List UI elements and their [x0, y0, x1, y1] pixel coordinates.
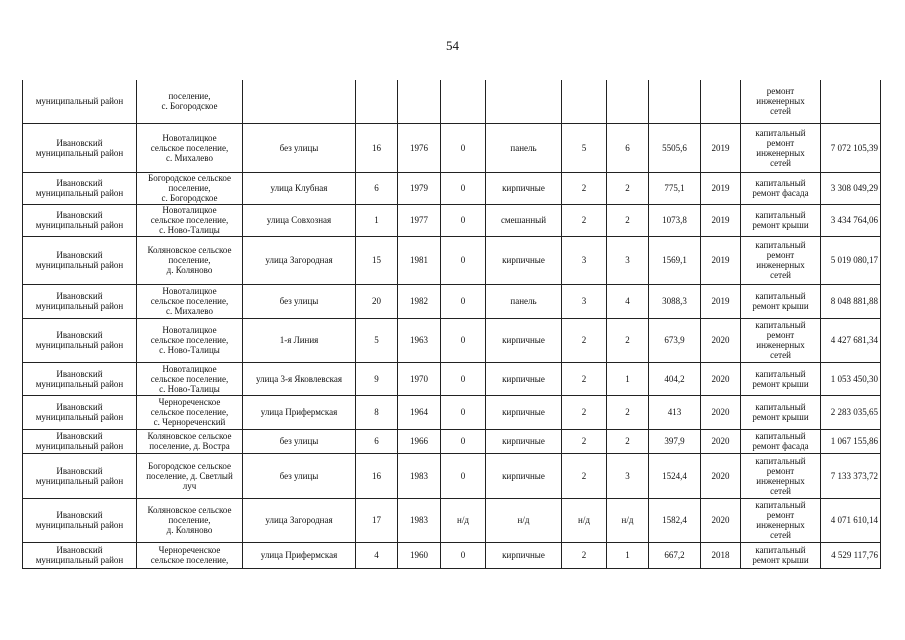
table-row: [23, 362, 881, 395]
table-row: [23, 172, 881, 204]
cell-wall-material: кирпичные: [486, 429, 562, 453]
cell-col-zero: 0: [441, 542, 486, 568]
cell-floors: 3: [562, 284, 607, 318]
cell-house-number: 6: [356, 172, 398, 204]
cell-area: 1582,4: [649, 498, 701, 542]
cell-street: без улицы: [243, 123, 356, 172]
cell-house-number: 17: [356, 498, 398, 542]
cell-area: 673,9: [649, 318, 701, 362]
cell-entrances: 2: [607, 318, 649, 362]
cell-area: 775,1: [649, 172, 701, 204]
cell-house-number: 5: [356, 318, 398, 362]
cell-col-zero: 0: [441, 395, 486, 429]
cell-area: 1569,1: [649, 236, 701, 284]
cell-build-year: 1981: [398, 236, 441, 284]
table-row: [23, 395, 881, 429]
cell-floors: 2: [562, 362, 607, 395]
cell-work-type: капитальный ремонт крыши: [741, 284, 821, 318]
cell-entrances: 1: [607, 542, 649, 568]
table-row: [23, 236, 881, 284]
cell-street: без улицы: [243, 284, 356, 318]
cell-col-zero: 0: [441, 318, 486, 362]
cell-street: улица 3-я Яковлевская: [243, 362, 356, 395]
table-row: [23, 284, 881, 318]
cell-district: Ивановский муниципальный район: [23, 498, 137, 542]
table-row: [23, 498, 881, 542]
cell-cost: 4 529 117,76: [821, 542, 881, 568]
cell-street: улица Прифермская: [243, 542, 356, 568]
cell-entrances: 2: [607, 395, 649, 429]
cell-house-number: 20: [356, 284, 398, 318]
table-row: [23, 453, 881, 498]
cell-col-zero: 0: [441, 429, 486, 453]
cell-entrances: н/д: [607, 498, 649, 542]
cell-district: Ивановский муниципальный район: [23, 318, 137, 362]
table-row: [23, 204, 881, 236]
cell-col-zero: 0: [441, 123, 486, 172]
cell-build-year: [398, 80, 441, 123]
cell-house-number: 1: [356, 204, 398, 236]
cell-floors: [562, 80, 607, 123]
cell-house-number: 9: [356, 362, 398, 395]
cell-floors: 2: [562, 318, 607, 362]
cell-street: 1-я Линия: [243, 318, 356, 362]
cell-repair-year: 2019: [701, 204, 741, 236]
cell-repair-year: 2018: [701, 542, 741, 568]
cell-settlement: Коляновское сельское поселение, д. Востра: [137, 429, 243, 453]
cell-work-type: ремонт инженерных сетей: [741, 80, 821, 123]
table-row: [23, 318, 881, 362]
cell-entrances: 2: [607, 429, 649, 453]
cell-district: муниципальный район: [23, 80, 137, 123]
cell-settlement: Коляновское сельское поселение, д. Коляново: [137, 236, 243, 284]
cell-cost: 2 283 035,65: [821, 395, 881, 429]
cell-wall-material: кирпичные: [486, 172, 562, 204]
cell-col-zero: 0: [441, 453, 486, 498]
cell-settlement: Новоталицкое сельское поселение, с. Михалево: [137, 123, 243, 172]
cell-street: улица Совхозная: [243, 204, 356, 236]
cell-floors: 2: [562, 172, 607, 204]
cell-wall-material: кирпичные: [486, 395, 562, 429]
cell-wall-material: н/д: [486, 498, 562, 542]
cell-wall-material: панель: [486, 284, 562, 318]
cell-floors: 2: [562, 453, 607, 498]
cell-repair-year: 2019: [701, 123, 741, 172]
cell-district: Ивановский муниципальный район: [23, 542, 137, 568]
cell-floors: 2: [562, 429, 607, 453]
cell-wall-material: кирпичные: [486, 453, 562, 498]
cell-entrances: 6: [607, 123, 649, 172]
cell-cost: 5 019 080,17: [821, 236, 881, 284]
cell-col-zero: н/д: [441, 498, 486, 542]
cell-area: 5505,6: [649, 123, 701, 172]
cell-area: 1073,8: [649, 204, 701, 236]
cell-repair-year: [701, 80, 741, 123]
cell-entrances: 2: [607, 172, 649, 204]
cell-entrances: 3: [607, 453, 649, 498]
cell-wall-material: кирпичные: [486, 236, 562, 284]
cell-repair-year: 2020: [701, 429, 741, 453]
cell-work-type: капитальный ремонт инженерных сетей: [741, 498, 821, 542]
cell-build-year: 1963: [398, 318, 441, 362]
cell-cost: [821, 80, 881, 123]
cell-repair-year: 2019: [701, 236, 741, 284]
cell-work-type: капитальный ремонт крыши: [741, 395, 821, 429]
cell-cost: 3 308 049,29: [821, 172, 881, 204]
cell-repair-year: 2019: [701, 284, 741, 318]
cell-repair-year: 2020: [701, 453, 741, 498]
cell-house-number: 6: [356, 429, 398, 453]
cell-entrances: 2: [607, 204, 649, 236]
table-row: [23, 123, 881, 172]
page-number: 54: [446, 38, 459, 53]
cell-floors: 3: [562, 236, 607, 284]
cell-house-number: [356, 80, 398, 123]
cell-district: Ивановский муниципальный район: [23, 362, 137, 395]
cell-col-zero: 0: [441, 236, 486, 284]
cell-street: без улицы: [243, 429, 356, 453]
cell-build-year: 1983: [398, 453, 441, 498]
cell-col-zero: 0: [441, 204, 486, 236]
cell-settlement: поселение, с. Богородское: [137, 80, 243, 123]
cell-settlement: Чернореченское сельское поселение, с. Чернореченский: [137, 395, 243, 429]
cell-repair-year: 2020: [701, 498, 741, 542]
cell-work-type: капитальный ремонт крыши: [741, 204, 821, 236]
cell-build-year: 1976: [398, 123, 441, 172]
cell-district: Ивановский муниципальный район: [23, 429, 137, 453]
cell-work-type: капитальный ремонт инженерных сетей: [741, 236, 821, 284]
cell-area: 1524,4: [649, 453, 701, 498]
cell-district: Ивановский муниципальный район: [23, 395, 137, 429]
cell-area: 397,9: [649, 429, 701, 453]
cell-settlement: Новоталицкое сельское поселение, с. Ново-Талицы: [137, 318, 243, 362]
cell-col-zero: 0: [441, 172, 486, 204]
cell-district: Ивановский муниципальный район: [23, 284, 137, 318]
cell-street: улица Клубная: [243, 172, 356, 204]
cell-repair-year: 2019: [701, 172, 741, 204]
cell-floors: 2: [562, 204, 607, 236]
cell-repair-year: 2020: [701, 362, 741, 395]
cell-work-type: капитальный ремонт инженерных сетей: [741, 123, 821, 172]
cell-work-type: капитальный ремонт крыши: [741, 362, 821, 395]
cell-cost: 1 053 450,30: [821, 362, 881, 395]
cell-area: [649, 80, 701, 123]
cell-repair-year: 2020: [701, 318, 741, 362]
cell-build-year: 1983: [398, 498, 441, 542]
cell-settlement: Новоталицкое сельское поселение, с. Михалево: [137, 284, 243, 318]
cell-build-year: 1982: [398, 284, 441, 318]
cell-col-zero: 0: [441, 362, 486, 395]
cell-entrances: 3: [607, 236, 649, 284]
cell-street: [243, 80, 356, 123]
cell-house-number: 16: [356, 123, 398, 172]
cell-area: 404,2: [649, 362, 701, 395]
cell-wall-material: кирпичные: [486, 318, 562, 362]
cell-floors: 2: [562, 542, 607, 568]
cell-build-year: 1979: [398, 172, 441, 204]
cell-settlement: Богородское сельское поселение, д. Светлый луч: [137, 453, 243, 498]
cell-settlement: Новоталицкое сельское поселение, с. Ново-Талицы: [137, 362, 243, 395]
cell-entrances: [607, 80, 649, 123]
cell-floors: н/д: [562, 498, 607, 542]
table-row: [23, 542, 881, 568]
cell-house-number: 16: [356, 453, 398, 498]
cell-entrances: 4: [607, 284, 649, 318]
cell-cost: 4 071 610,14: [821, 498, 881, 542]
cell-floors: 2: [562, 395, 607, 429]
cell-cost: 1 067 155,86: [821, 429, 881, 453]
cell-district: Ивановский муниципальный район: [23, 172, 137, 204]
cell-build-year: 1977: [398, 204, 441, 236]
cell-house-number: 8: [356, 395, 398, 429]
cell-district: Ивановский муниципальный район: [23, 453, 137, 498]
cell-floors: 5: [562, 123, 607, 172]
cell-build-year: 1960: [398, 542, 441, 568]
cell-col-zero: [441, 80, 486, 123]
cell-repair-year: 2020: [701, 395, 741, 429]
cell-settlement: Богородское сельское поселение, с. Богородское: [137, 172, 243, 204]
cell-cost: 8 048 881,88: [821, 284, 881, 318]
cell-work-type: капитальный ремонт фасада: [741, 429, 821, 453]
cell-street: улица Прифермская: [243, 395, 356, 429]
cell-wall-material: панель: [486, 123, 562, 172]
cell-district: Ивановский муниципальный район: [23, 204, 137, 236]
cell-entrances: 1: [607, 362, 649, 395]
cell-street: улица Загородная: [243, 236, 356, 284]
cell-work-type: капитальный ремонт инженерных сетей: [741, 318, 821, 362]
cell-build-year: 1966: [398, 429, 441, 453]
housing-repair-table: [22, 80, 881, 569]
cell-house-number: 4: [356, 542, 398, 568]
cell-work-type: капитальный ремонт фасада: [741, 172, 821, 204]
cell-cost: 7 133 373,72: [821, 453, 881, 498]
cell-work-type: капитальный ремонт крыши: [741, 542, 821, 568]
cell-house-number: 15: [356, 236, 398, 284]
cell-settlement: Коляновское сельское поселение, д. Коляново: [137, 498, 243, 542]
cell-work-type: капитальный ремонт инженерных сетей: [741, 453, 821, 498]
cell-col-zero: 0: [441, 284, 486, 318]
cell-wall-material: кирпичные: [486, 542, 562, 568]
cell-street: улица Загородная: [243, 498, 356, 542]
cell-wall-material: [486, 80, 562, 123]
cell-cost: 4 427 681,34: [821, 318, 881, 362]
cell-wall-material: кирпичные: [486, 362, 562, 395]
table-row: [23, 80, 881, 123]
cell-district: Ивановский муниципальный район: [23, 123, 137, 172]
cell-build-year: 1970: [398, 362, 441, 395]
cell-wall-material: смешанный: [486, 204, 562, 236]
cell-settlement: Чернореченское сельское поселение,: [137, 542, 243, 568]
table-row: [23, 429, 881, 453]
cell-settlement: Новоталицкое сельское поселение, с. Ново-Талицы: [137, 204, 243, 236]
cell-street: без улицы: [243, 453, 356, 498]
cell-district: Ивановский муниципальный район: [23, 236, 137, 284]
cell-area: 667,2: [649, 542, 701, 568]
cell-cost: 3 434 764,06: [821, 204, 881, 236]
cell-cost: 7 072 105,39: [821, 123, 881, 172]
cell-area: 413: [649, 395, 701, 429]
cell-build-year: 1964: [398, 395, 441, 429]
cell-area: 3088,3: [649, 284, 701, 318]
